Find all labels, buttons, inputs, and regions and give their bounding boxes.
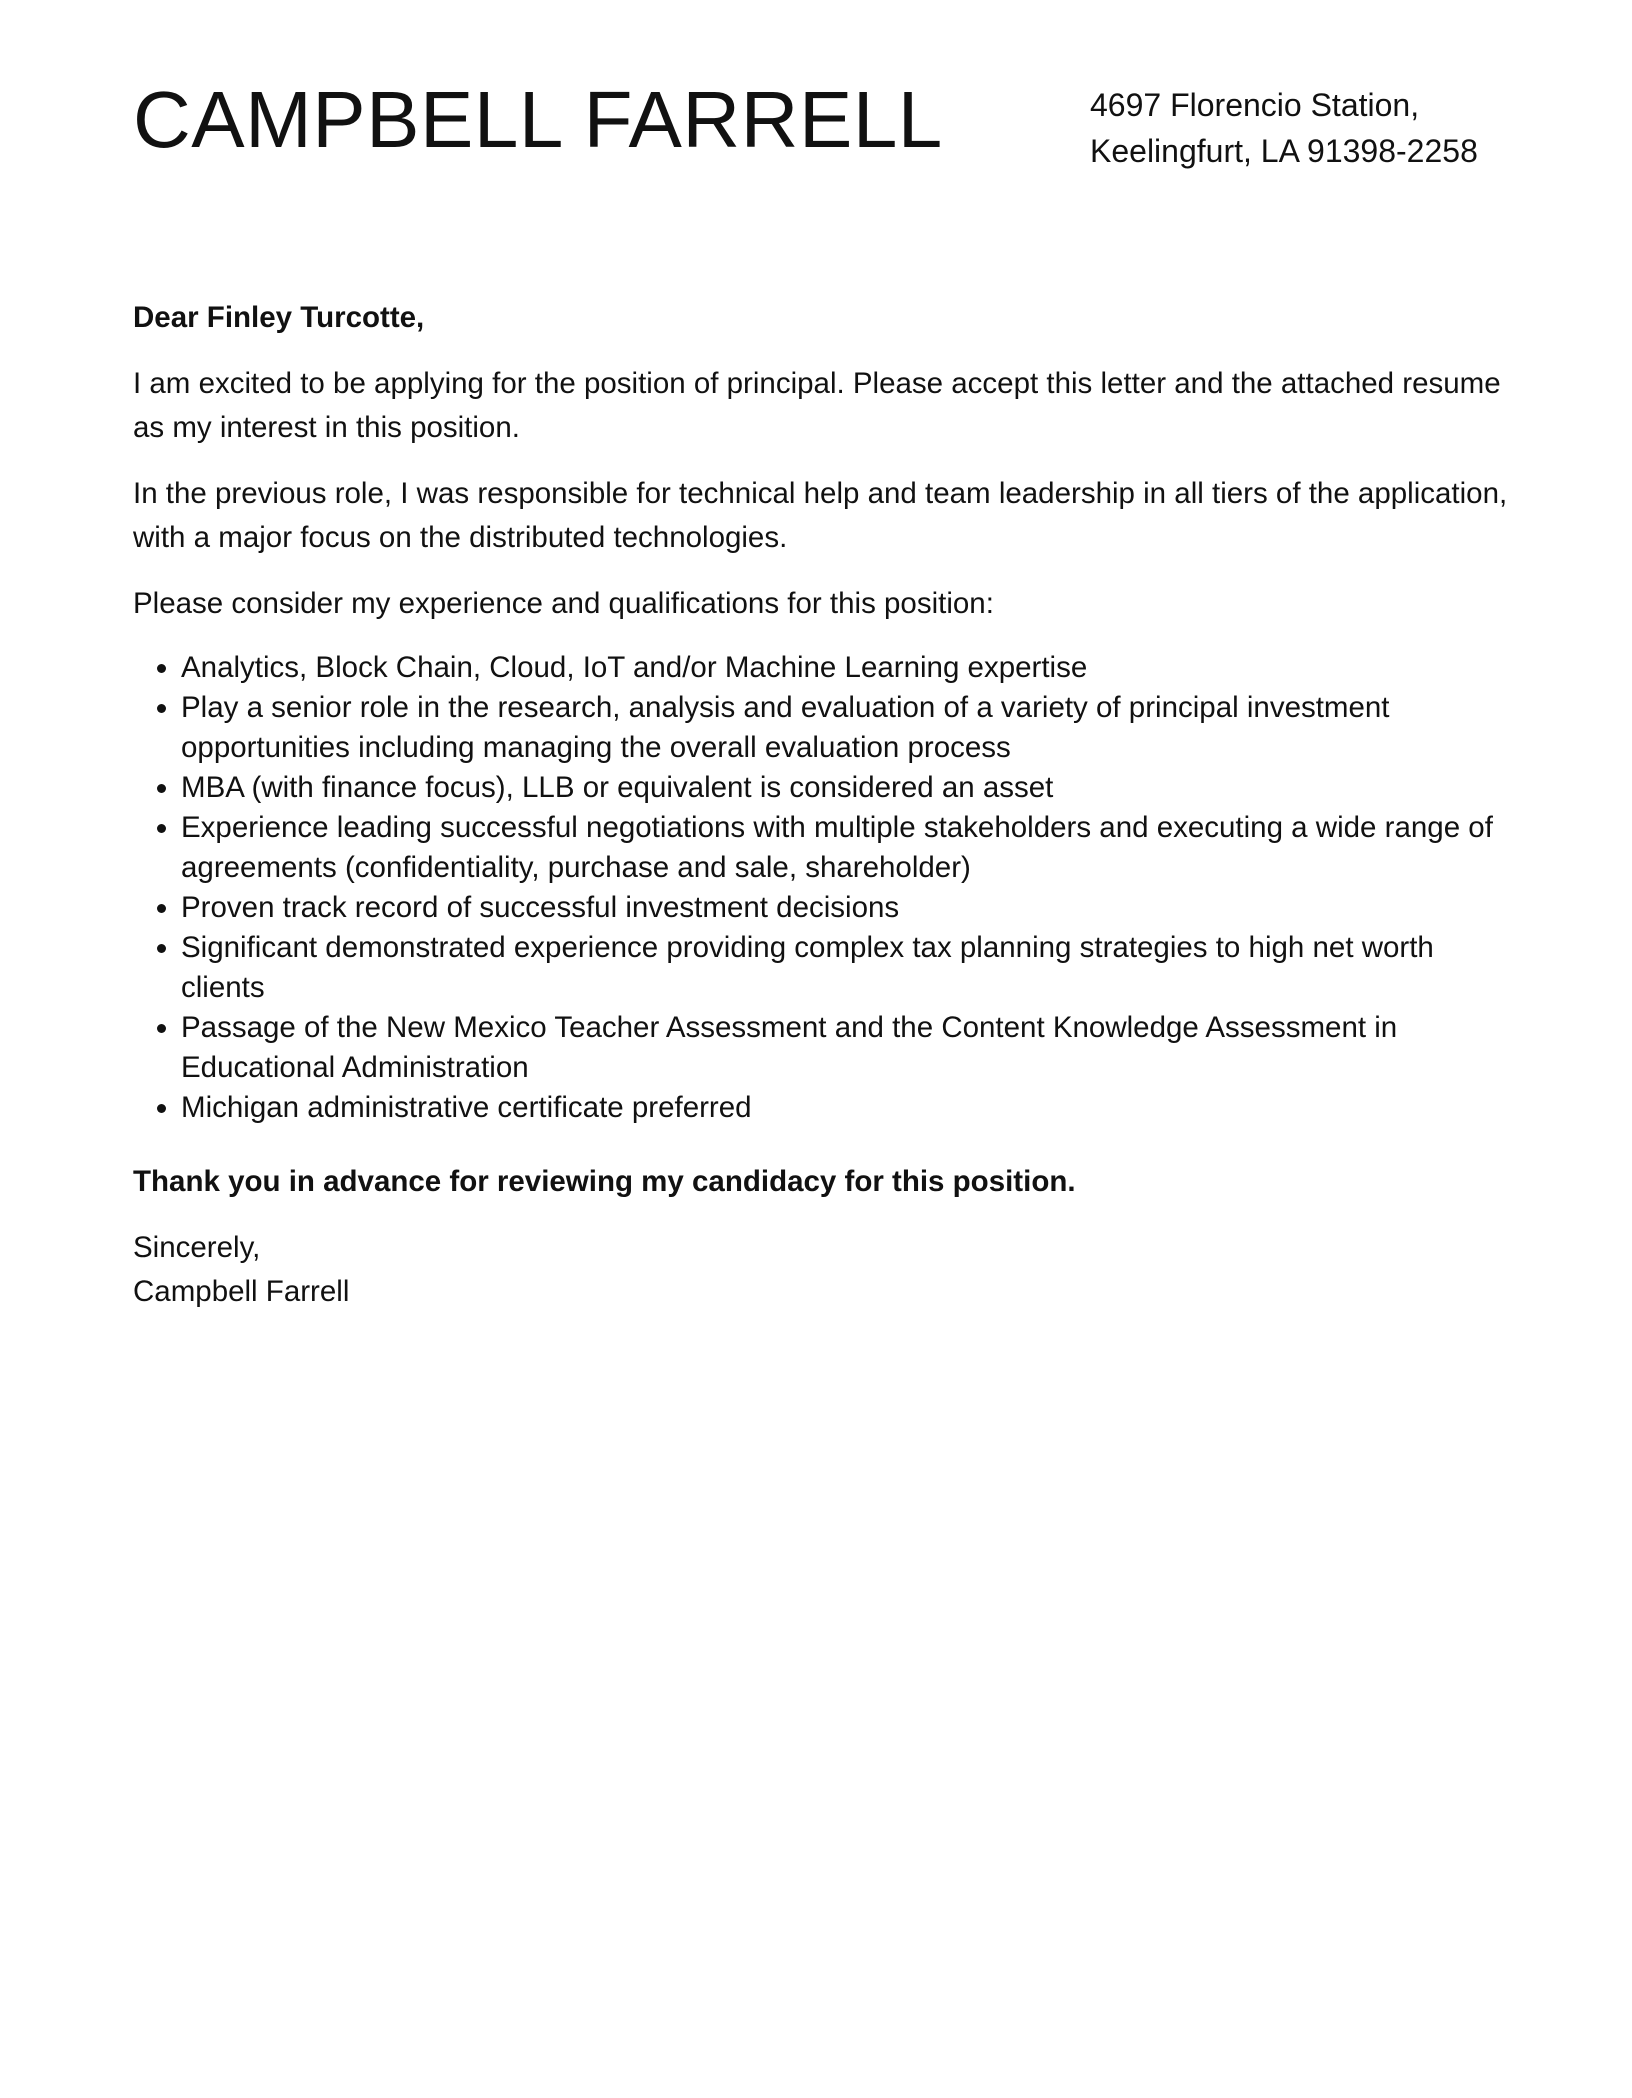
list-item: • Analytics, Block Chain, Cloud, IoT and/or Machine Learning expertise (181, 648, 1513, 688)
signoff-block (133, 1226, 1513, 1314)
applicant-name: CAMPBELL FARRELL (133, 75, 943, 164)
closing-statement: Thank you in advance for reviewing my candidacy for this position. (133, 1165, 1076, 1198)
applicant-address (1090, 82, 1478, 174)
list-item: • Significant demonstrated experience providing complex tax planning strategies to high net worth clients (181, 928, 1513, 1008)
address-line-1: 4697 Florencio Station, (1090, 87, 1420, 123)
address-line-2: Keelingfurt, LA 91398-2258 (1090, 133, 1478, 169)
list-item: • Play a senior role in the research, analysis and evaluation of a variety of principal investment opportunities including managing the overall evaluation process (181, 688, 1513, 768)
letter-body (133, 296, 1513, 1314)
list-item: • MBA (with finance focus), LLB or equivalent is considered an asset (181, 768, 1513, 808)
signoff: Sincerely, (133, 1231, 261, 1264)
qualifications-list (133, 648, 1513, 1128)
qualifications-intro: Please consider my experience and qualifications for this position: (133, 587, 994, 620)
list-item: • Experience leading successful negotiations with multiple stakeholders and executing a wide range of agreements (confidentiality, purchase and sale, shareholder) (181, 808, 1513, 888)
list-item: • Michigan administrative certificate preferred (181, 1088, 1513, 1128)
intro-paragraph: I am excited to be applying for the position of principal. Please accept this letter and the attached resume as my interest in this position. (133, 367, 1501, 444)
list-item: • Proven track record of successful investment decisions (181, 888, 1513, 928)
letter-header (133, 70, 1503, 190)
list-item: • Passage of the New Mexico Teacher Assessment and the Content Knowledge Assessment in Educational Administration (181, 1008, 1513, 1088)
experience-paragraph: In the previous role, I was responsible for technical help and team leadership in all tiers of the application, with a major focus on the distributed technologies. (133, 477, 1508, 554)
signature-name: Campbell Farrell (133, 1275, 350, 1308)
salutation: Dear Finley Turcotte, (133, 301, 425, 334)
